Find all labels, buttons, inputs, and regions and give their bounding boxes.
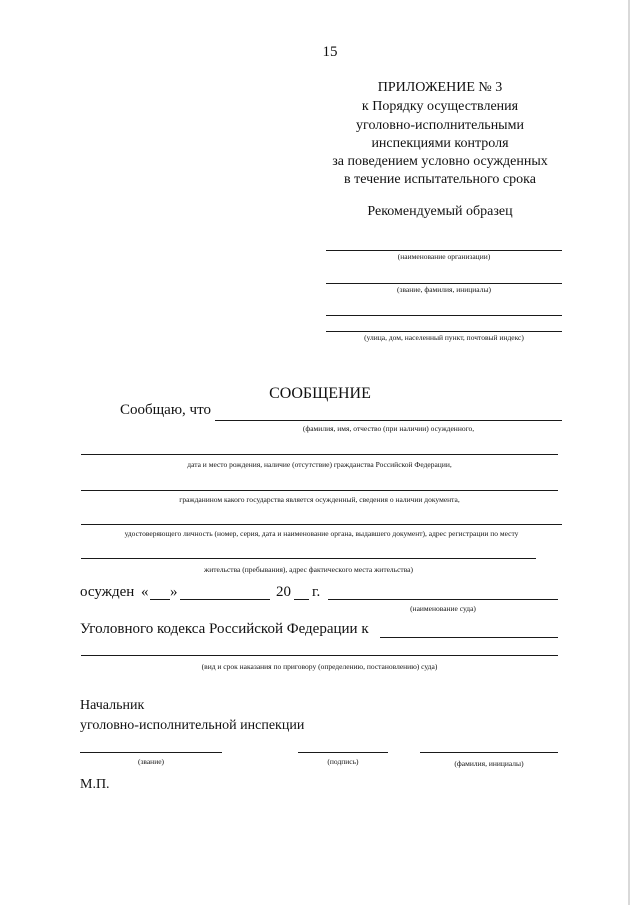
rank-caption: (звание) (137, 757, 165, 766)
citizenship-line (81, 490, 558, 491)
criminal-code-line (380, 637, 558, 638)
appendix-line-5: в течение испытательного срока (344, 172, 536, 187)
birth-info-line (81, 454, 558, 455)
year-line (294, 599, 309, 600)
report-intro: Сообщаю, что (120, 402, 211, 418)
citizenship-caption: гражданином какого государства является осужденный, сведения о наличии документа, (179, 495, 460, 504)
birth-info-caption: дата и место рождения, наличие (отсутствие) гражданства Российской Федерации, (187, 460, 452, 469)
surname-caption: (фамилия, инициалы) (454, 759, 524, 768)
year-prefix: 20 (276, 584, 291, 600)
sample-label: Рекомендуемый образец (367, 204, 513, 219)
signer-title: Начальник (80, 698, 145, 713)
criminal-code-label: Уголовного кодекса Российской Федерации к (80, 621, 369, 637)
seal-placeholder: М.П. (80, 777, 110, 792)
rank-name-caption: (звание, фамилия, инициалы) (397, 285, 491, 294)
address-caption: (улица, дом, населенный пункт, почтовый индекс) (364, 333, 524, 342)
convict-name-caption: (фамилия, имя, отчество (при наличии) осужденного, (302, 424, 475, 433)
org-name-line (326, 250, 562, 251)
surname-line (420, 752, 558, 753)
month-line (180, 599, 270, 600)
appendix-line-4: за поведением условно осужденных (332, 154, 548, 169)
org-name-caption: (наименование организации) (397, 252, 491, 261)
address-line-1 (326, 315, 562, 316)
identity-doc-caption: удостоверяющего личность (номер, серия, дата и наименование органа, выдавшего документ), адрес регистрации по месту (124, 529, 519, 538)
sentence-line (81, 655, 558, 656)
address-line-2 (326, 331, 562, 332)
year-suffix: г. (312, 584, 321, 600)
court-name-caption: (наименование суда) (410, 604, 476, 613)
appendix-line-3: инспекциями контроля (371, 136, 509, 151)
page-number: 15 (322, 44, 338, 60)
appendix-title: ПРИЛОЖЕНИЕ № 3 (377, 80, 503, 95)
quote-open: « (141, 584, 149, 600)
quote-close: » (170, 584, 178, 600)
signature-caption: (подпись) (327, 757, 359, 766)
residence-caption: жительства (пребывания), адрес фактического места жительства) (204, 565, 413, 574)
day-line (150, 599, 170, 600)
signature-line (298, 752, 388, 753)
message-title: СООБЩЕНИЕ (269, 385, 371, 402)
identity-doc-line (81, 524, 562, 525)
residence-line (81, 558, 536, 559)
convicted-label: осужден (80, 584, 135, 600)
convict-name-line (215, 420, 562, 421)
signer-subtitle: уголовно-исполнительной инспекции (80, 718, 305, 733)
rank-line (80, 752, 222, 753)
rank-name-line (326, 283, 562, 284)
page-edge-shadow (628, 0, 630, 905)
appendix-line-2: уголовно-исполнительными (356, 118, 524, 133)
court-name-line (328, 599, 558, 600)
sentence-caption: (вид и срок наказания по приговору (определению, постановлению) суда) (201, 662, 438, 671)
appendix-line-1: к Порядку осуществления (361, 99, 519, 114)
